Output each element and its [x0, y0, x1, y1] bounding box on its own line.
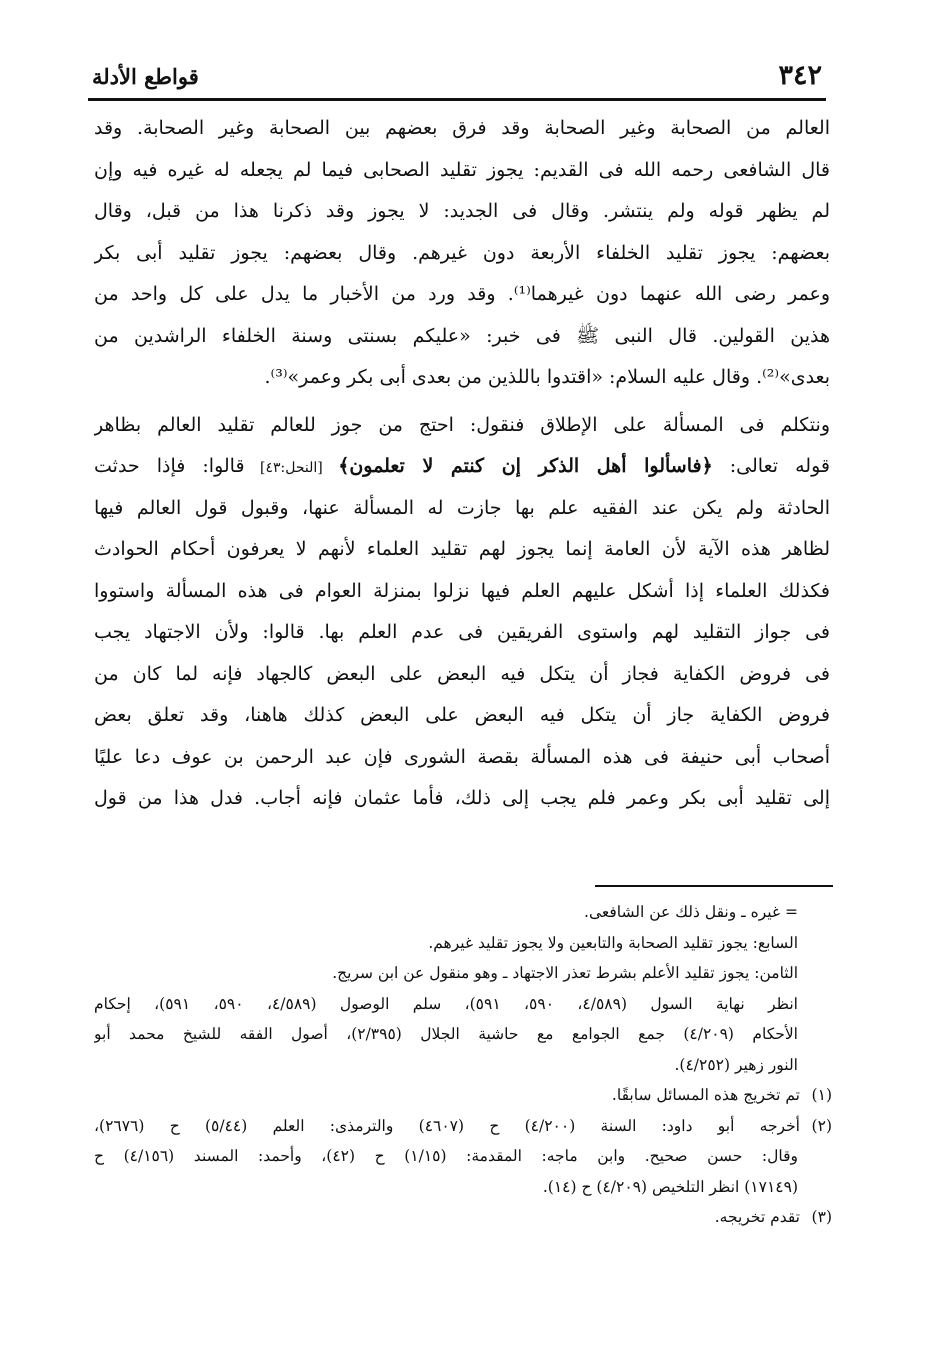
text-line: وعمر رضى الله عنهما دون غيرهما⁽¹⁾. وقد ورد من الأخبار ما يدل على كل واحد من: [94, 283, 830, 305]
footnote-line: السابع: يجوز تقليد الصحابة والتابعين ولا يجوز تقليد غيرهم.: [428, 933, 798, 952]
text-line: فى جواز التقليد لهم واستوى الفريقين فى عدم العلم بها. قالوا: ولأن الاجتهاد يجب: [94, 621, 830, 643]
footnote-line: = غيره ـ ونقل ذلك عن الشافعى.: [584, 903, 798, 921]
footnote-line: الأحكام (٤/٢٠٩) جمع الجوامع مع حاشية الجلال (٢/٣٩٥)، أصول الفقه للشيخ محمد أبو: [94, 1025, 798, 1043]
footnote-line: الثامن: يجوز تقليد الأعلم بشرط تعذر الاجتهاد ـ وهو منقول عن ابن سريج.: [332, 964, 798, 982]
page-number: ٣٤٢: [778, 60, 822, 91]
text-line: العالم من الصحابة وغير الصحابة وقد فرق بعضهم بين الصحابة وغير الصحابة. وقد: [94, 117, 830, 139]
text-line: الحادثة ولم يكن عند الفقيه علم بها جازت له المسألة عنها، وقبول قول العالم فيها: [94, 496, 830, 519]
text-line: قال الشافعى رحمه الله فى القديم: يجوز تقليد الصحابى فيما لم يجعله له غيره فيه وإن: [94, 158, 830, 181]
footnote-text: تم تخريج هذه المسائل سابقًا.: [611, 1086, 800, 1104]
running-title: قواطع الأدلة: [92, 64, 199, 89]
text-line: فى فروض الكفاية فجاز أن يتكل فيه البعض على البعض كالجهاد فإنه لما كان من: [94, 662, 830, 685]
text-line: ونتكلم فى المسألة على الإطلاق فنقول: احتج من جوز للعالم تقليد العالم بظاهر: [94, 413, 830, 436]
footnote-line: وقال: حسن صحيح. وابن ماجه: المقدمة: (١/١٥) ح (٤٢)، وأحمد: المسند (٤/١٥٦) ح: [94, 1147, 798, 1165]
text-line: أصحاب أبى حنيفة فى هذه المسألة بقصة الشورى فإن عبد الرحمن بن عوف دعا عليًا: [94, 745, 830, 768]
text-line: هذين القولين. قال النبى ﷺ فى خبر: «عليكم بسنتى وسنة الخلفاء الراشدين من: [94, 324, 830, 347]
verse-line: [94, 446, 830, 488]
text-line: إلى تقليد أبى بكر وعمر فلم يجب إلى ذلك، فأما عثمان فإنه أجاب. فدل هذا من قول: [94, 787, 830, 809]
footnote-2: [94, 1111, 832, 1142]
footnote-number: (٣): [811, 1208, 832, 1226]
verse-prefix: قوله تعالى:: [712, 455, 830, 477]
quran-verse: ﴿فاسألوا أهل الذكر إن كنتم لا تعلمون﴾: [338, 455, 713, 477]
footnote-line: النور زهير (٤/٢٥٢).: [674, 1055, 798, 1074]
footnote-1: [94, 1080, 832, 1111]
footnote-3: [94, 1202, 832, 1233]
footnote-text: أخرجه أبو داود: السنة (٤/٢٠٠) ح (٤٦٠٧) والترمذى: العلم (٥/٤٤) ح (٢٦٧٦)،: [94, 1116, 800, 1135]
text-line: فروض الكفاية جاز أن يتكل فيه البعض على البعض كذلك هاهنا، وقد تعلق بعض: [94, 704, 830, 726]
footnotes: [94, 897, 832, 1233]
verse-reference: [النحل:٤٣]: [244, 460, 339, 476]
footnote-line: انظر نهاية السول (٤/٥٨٩، ٥٩٠، ٥٩١)، سلم الوصول (٤/٥٨٩، ٥٩٠، ٥٩١)، إحكام: [94, 994, 798, 1013]
text-line: لم يظهر قوله ولم ينتشر. وقال فى الجديد: لا يجوز وقد ذكرنا هذا من قبل، وقال: [94, 200, 830, 222]
footnote-line: (١٧١٤٩) انظر التلخيص (٤/٢٠٩) ح (١٤).: [542, 1177, 798, 1196]
page-header: [88, 58, 826, 101]
text-line: بعضهم: يجوز تقليد الخلفاء الأربعة دون غيرهم. وقال بعضهم: يجوز تقليد أبى بكر: [94, 241, 830, 264]
footnote-text: تقدم تخريجه.: [714, 1208, 800, 1226]
verse-suffix: قالوا: فإذا حدثت: [94, 455, 245, 477]
footnote-number: (١): [811, 1086, 832, 1104]
footnote-separator: [595, 885, 833, 887]
text-line: لظاهر هذه الآية لأن العامة إنما يجوز لهم تقليد العلماء لأنهم لا يعرفون أحكام الحوادث: [94, 538, 830, 560]
text-line: بعدى»⁽²⁾. وقال عليه السلام: «اقتدوا باللذين من بعدى أبى بكر وعمر»⁽³⁾.: [264, 366, 830, 388]
text-line: فكذلك العلماء إذا أشكل عليهم العلم فيها نزلوا بمنزلة العوام فى هذه المسألة واستووا: [94, 579, 830, 602]
main-text: [94, 108, 830, 820]
footnote-number: (٢): [811, 1116, 832, 1135]
